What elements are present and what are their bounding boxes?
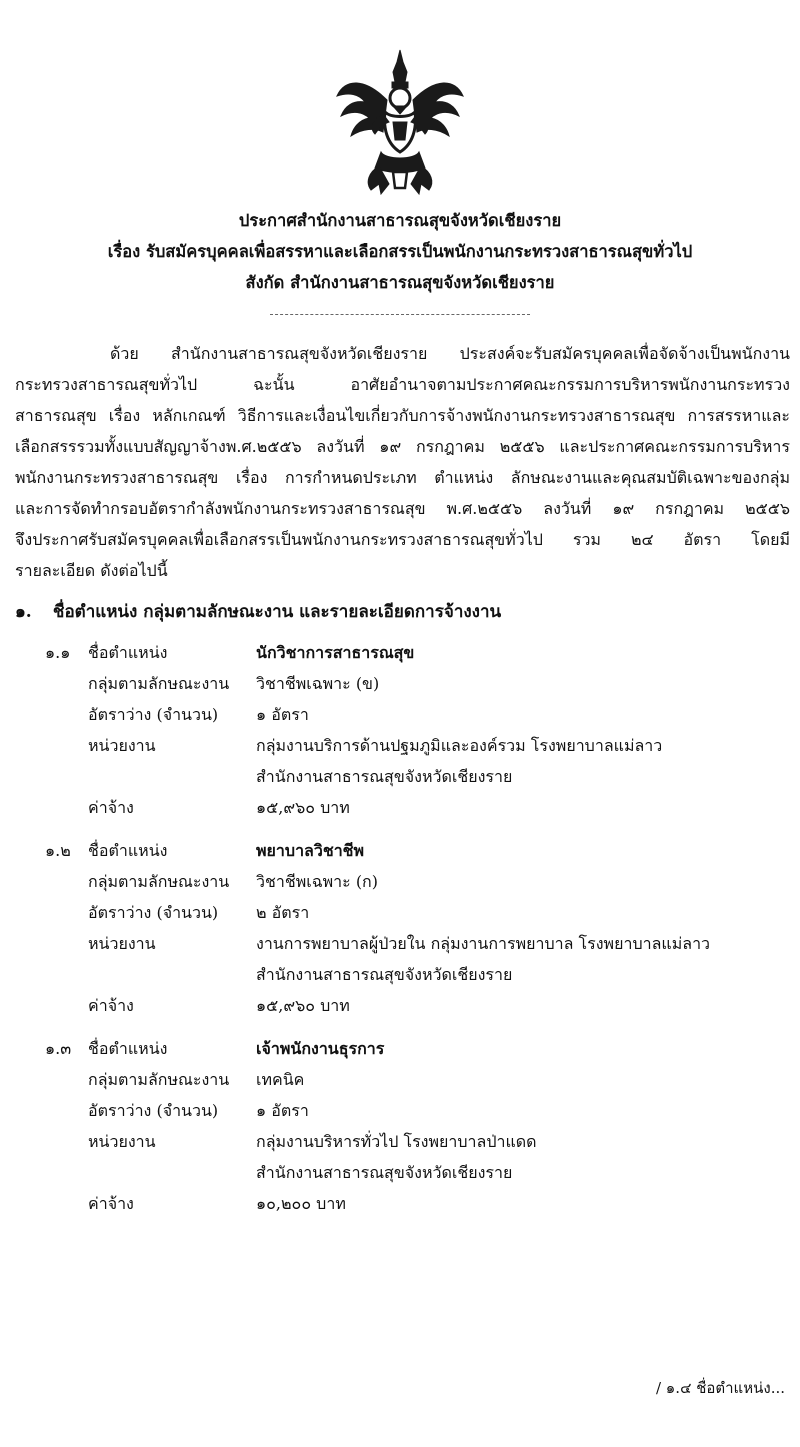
garuda-emblem-icon [335,48,465,196]
vacancy-label: อัตราว่าง (จำนวน) [88,1101,219,1120]
intro-line: เลือกสรรรวมทั้งแบบสัญญาจ้างพ.ศ.๒๕๕๖ ลงวันที่ ๑๙ กรกฎาคม ๒๕๕๖ และประกาศคณะกรรมการบริหาร [15,437,790,456]
unit-value-line1: งานการพยาบาลผู้ป่วยใน กลุ่มงานการพยาบาล โรงพยาบาลแม่ลาว [256,934,711,953]
header-subject: เรื่อง รับสมัครบุคคลเพื่อสรรหาและเลือกสรรเป็นพนักงานกระทรวงสาธารณสุขทั่วไป [107,242,693,261]
wage-value: ๑๕,๙๖๐ บาท [256,996,350,1015]
unit-value-line2: สำนักงานสาธารณสุขจังหวัดเชียงราย [256,1163,513,1182]
position-title: พยาบาลวิชาชีพ [256,841,365,860]
position-number: ๑.๒ [45,841,71,860]
wage-value: ๑๕,๙๖๐ บาท [256,798,350,817]
position-block [0,637,800,823]
position-block [0,1033,800,1219]
group-value: วิชาชีพเฉพาะ (ข) [256,674,380,693]
header-agency-title: ประกาศสำนักงานสาธารณสุขจังหวัดเชียงราย [238,211,562,230]
unit-row [0,928,800,959]
unit-value-line1: กลุ่มงานบริการด้านปฐมภูมิและองค์รวม โรงพยาบาลแม่ลาว [256,736,663,755]
unit-row [0,730,800,761]
announcement-header [0,205,800,298]
section-heading [15,598,501,625]
position-title-row [0,637,800,668]
intro-line: สาธารณสุข เรื่อง หลักเกณฑ์ วิธีการและเงื่อนไขเกี่ยวกับการจ้างพนักงานกระทรวงสาธารณสุข การสรรหาและ [15,406,790,425]
group-label: กลุ่มตามลักษณะงาน [88,674,230,693]
position-label: ชื่อตำแหน่ง [88,643,168,662]
intro-line: กระทรวงสาธารณสุขทั่วไป ฉะนั้น อาศัยอำนาจตามประกาศคณะกรรมการบริหารพนักงานกระทรวง [15,375,790,394]
wage-label: ค่าจ้าง [88,996,134,1015]
unit-row-continued [0,1157,800,1188]
position-title-row [0,835,800,866]
intro-line: ด้วย สำนักงานสาธารณสุขจังหวัดเชียงราย ประสงค์จะรับสมัครบุคคลเพื่อจัดจ้างเป็นพนักงาน [110,344,790,363]
unit-row [0,1126,800,1157]
wage-row [0,1188,800,1219]
section-number: ๑. [15,602,32,622]
header-affiliation: สังกัด สำนักงานสาธารณสุขจังหวัดเชียงราย [245,273,555,292]
intro-paragraph [15,338,790,586]
unit-value-line2: สำนักงานสาธารณสุขจังหวัดเชียงราย [256,767,513,786]
vacancy-row [0,699,800,730]
position-label: ชื่อตำแหน่ง [88,841,168,860]
group-row [0,866,800,897]
continuation-note: / ๑.๔ ชื่อตำแหน่ง... [655,1379,785,1397]
header-divider [270,314,530,315]
vacancy-value: ๑ อัตรา [256,1101,309,1120]
unit-row-continued [0,761,800,792]
group-row [0,1064,800,1095]
wage-value: ๑๐,๒๐๐ บาท [256,1194,346,1213]
group-value: วิชาชีพเฉพาะ (ก) [256,872,378,891]
position-title-row [0,1033,800,1064]
position-number: ๑.๓ [45,1039,72,1058]
wage-row [0,792,800,823]
position-block [0,835,800,1021]
section-title: ชื่อตำแหน่ง กลุ่มตามลักษณะงาน และรายละเอียดการจ้างงาน [52,602,502,622]
position-label: ชื่อตำแหน่ง [88,1039,168,1058]
vacancy-value: ๑ อัตรา [256,705,309,724]
wage-label: ค่าจ้าง [88,1194,134,1213]
position-title: นักวิชาการสาธารณสุข [256,643,415,662]
intro-line: พนักงานกระทรวงสาธารณสุข เรื่อง การกำหนดประเภท ตำแหน่ง ลักษณะงานและคุณสมบัติเฉพาะของกลุ่ม [15,468,790,487]
unit-value-line2: สำนักงานสาธารณสุขจังหวัดเชียงราย [256,965,513,984]
position-number: ๑.๑ [45,643,71,662]
intro-line: และการจัดทำกรอบอัตรากำลังพนักงานกระทรวงสาธารณสุข พ.ศ.๒๕๕๖ ลงวันที่ ๑๙ กรกฎาคม ๒๕๕๖ [15,499,790,518]
unit-row-continued [0,959,800,990]
group-label: กลุ่มตามลักษณะงาน [88,872,230,891]
group-row [0,668,800,699]
vacancy-value: ๒ อัตรา [256,903,310,922]
group-value: เทคนิค [256,1070,305,1089]
intro-line: รายละเอียด ดังต่อไปนี้ [15,561,168,580]
wage-row [0,990,800,1021]
unit-label: หน่วยงาน [88,934,156,953]
unit-value-line1: กลุ่มงานบริหารทั่วไป โรงพยาบาลป่าแดด [256,1132,537,1151]
wage-label: ค่าจ้าง [88,798,134,817]
vacancy-label: อัตราว่าง (จำนวน) [88,705,219,724]
intro-line: จึงประกาศรับสมัครบุคคลเพื่อเลือกสรรเป็นพนักงานกระทรวงสาธารณสุขทั่วไป รวม ๒๔ อัตรา โดยมี [15,530,790,549]
unit-label: หน่วยงาน [88,1132,156,1151]
unit-label: หน่วยงาน [88,736,156,755]
vacancy-label: อัตราว่าง (จำนวน) [88,903,219,922]
vacancy-row [0,1095,800,1126]
group-label: กลุ่มตามลักษณะงาน [88,1070,230,1089]
vacancy-row [0,897,800,928]
position-title: เจ้าพนักงานธุรการ [256,1039,385,1058]
